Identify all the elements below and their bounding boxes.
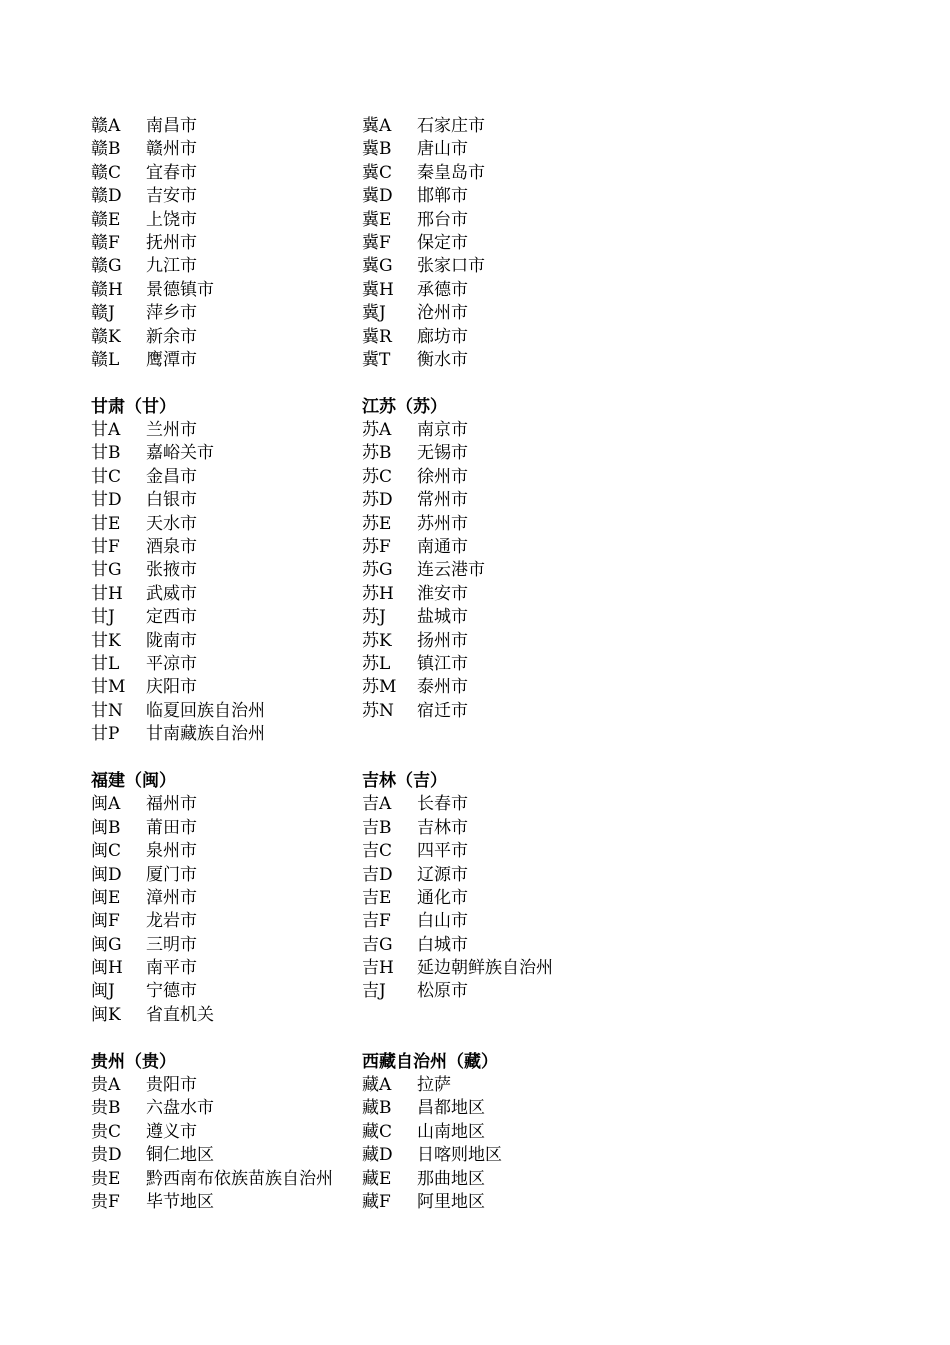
plate-code: 甘K bbox=[91, 630, 121, 651]
plate-code: 藏A bbox=[362, 1075, 392, 1096]
city-name: 南平市 bbox=[146, 958, 197, 979]
city-name: 辽源市 bbox=[417, 864, 468, 885]
plate-code: 吉J bbox=[362, 981, 386, 1002]
city-name: 庆阳市 bbox=[146, 677, 197, 698]
plate-row bbox=[362, 864, 632, 887]
plate-code: 甘L bbox=[91, 653, 120, 674]
plate-code: 苏F bbox=[362, 537, 391, 558]
plate-code: 赣J bbox=[91, 303, 115, 324]
city-name: 龙岩市 bbox=[146, 911, 197, 932]
plate-code: 甘A bbox=[91, 420, 121, 441]
plate-row bbox=[362, 115, 632, 138]
plate-code: 贵D bbox=[91, 1145, 122, 1166]
province-section bbox=[91, 770, 361, 1027]
plate-row bbox=[91, 606, 361, 629]
plate-row bbox=[91, 1168, 361, 1191]
city-name: 南京市 bbox=[417, 420, 468, 441]
province-section bbox=[91, 1051, 361, 1215]
city-name: 扬州市 bbox=[417, 630, 468, 651]
section-title: 贵州（贵） bbox=[91, 1051, 176, 1072]
plate-code: 吉D bbox=[362, 864, 393, 885]
city-name: 泉州市 bbox=[146, 841, 197, 862]
plate-code bbox=[362, 723, 417, 746]
plate-row bbox=[362, 1074, 632, 1097]
plate-code: 吉H bbox=[362, 958, 394, 979]
plate-row bbox=[362, 536, 632, 559]
plate-row bbox=[91, 1144, 361, 1167]
city-name bbox=[417, 1004, 632, 1027]
plate-row bbox=[362, 630, 632, 653]
city-name: 鹰潭市 bbox=[146, 349, 197, 370]
plate-row bbox=[362, 817, 632, 840]
plate-code: 闽C bbox=[91, 841, 122, 862]
plate-code: 闽K bbox=[91, 1004, 121, 1025]
city-name: 沧州市 bbox=[417, 303, 468, 324]
right-column bbox=[362, 115, 632, 1214]
plate-code: 甘C bbox=[91, 466, 122, 487]
city-name: 省直机关 bbox=[146, 1004, 214, 1025]
plate-row bbox=[362, 138, 632, 161]
plate-code: 甘B bbox=[91, 443, 121, 464]
plate-row bbox=[362, 793, 632, 816]
plate-code: 甘M bbox=[91, 677, 126, 698]
plate-row bbox=[91, 630, 361, 653]
plate-code: 苏K bbox=[362, 630, 392, 651]
city-name: 九江市 bbox=[146, 256, 197, 277]
plate-row bbox=[91, 910, 361, 933]
city-name: 四平市 bbox=[417, 841, 468, 862]
plate-row bbox=[91, 138, 361, 161]
left-column bbox=[91, 115, 361, 1214]
city-name: 黔西南布依族苗族自治州 bbox=[146, 1168, 333, 1189]
plate-code: 赣D bbox=[91, 186, 122, 207]
city-name: 延边朝鲜族自治州 bbox=[417, 958, 553, 979]
plate-code: 冀R bbox=[362, 326, 392, 347]
plate-code: 苏M bbox=[362, 677, 397, 698]
plate-code: 冀H bbox=[362, 279, 394, 300]
plate-row bbox=[91, 302, 361, 325]
plate-row bbox=[91, 723, 361, 746]
plate-code: 藏D bbox=[362, 1145, 393, 1166]
plate-row bbox=[91, 115, 361, 138]
city-name: 连云港市 bbox=[417, 560, 485, 581]
city-name: 新余市 bbox=[146, 326, 197, 347]
plate-code: 闽F bbox=[91, 911, 120, 932]
city-name bbox=[417, 723, 632, 746]
plate-row bbox=[91, 1191, 361, 1214]
plate-code: 冀T bbox=[362, 349, 391, 370]
plate-row bbox=[362, 840, 632, 863]
plate-row bbox=[91, 700, 361, 723]
plate-code: 赣H bbox=[91, 279, 123, 300]
city-name: 日喀则地区 bbox=[417, 1145, 502, 1166]
city-name: 武威市 bbox=[146, 583, 197, 604]
plate-code: 吉B bbox=[362, 817, 392, 838]
city-name: 宿迁市 bbox=[417, 700, 468, 721]
plate-row bbox=[91, 676, 361, 699]
city-name: 平凉市 bbox=[146, 653, 197, 674]
plate-code: 冀G bbox=[362, 256, 393, 277]
plate-code: 贵E bbox=[91, 1168, 121, 1189]
plate-code: 赣G bbox=[91, 256, 122, 277]
city-name: 吉安市 bbox=[146, 186, 197, 207]
plate-row bbox=[362, 934, 632, 957]
plate-code: 吉G bbox=[362, 934, 393, 955]
city-name: 衡水市 bbox=[417, 349, 468, 370]
plate-code: 赣B bbox=[91, 139, 121, 160]
plate-code: 闽A bbox=[91, 794, 121, 815]
city-name: 山南地区 bbox=[417, 1121, 485, 1142]
city-name: 厦门市 bbox=[146, 864, 197, 885]
plate-code: 吉E bbox=[362, 887, 392, 908]
plate-row bbox=[91, 840, 361, 863]
city-name: 拉萨 bbox=[417, 1075, 451, 1096]
plate-row bbox=[362, 606, 632, 629]
city-name: 天水市 bbox=[146, 513, 197, 534]
plate-row bbox=[362, 980, 632, 1003]
plate-row bbox=[362, 676, 632, 699]
city-name: 淮安市 bbox=[417, 583, 468, 604]
plate-row bbox=[362, 1191, 632, 1214]
plate-row bbox=[362, 1121, 632, 1144]
plate-row bbox=[362, 583, 632, 606]
plate-code: 赣K bbox=[91, 326, 121, 347]
plate-row bbox=[362, 1004, 632, 1027]
plate-code: 冀E bbox=[362, 209, 392, 230]
plate-code: 冀D bbox=[362, 186, 393, 207]
plate-code: 甘G bbox=[91, 560, 122, 581]
plate-row bbox=[91, 442, 361, 465]
city-name: 福州市 bbox=[146, 794, 197, 815]
plate-code: 赣L bbox=[91, 349, 120, 370]
section-title: 福建（闽） bbox=[91, 770, 176, 791]
plate-row bbox=[362, 559, 632, 582]
plate-code: 藏E bbox=[362, 1168, 392, 1189]
city-name: 唐山市 bbox=[417, 139, 468, 160]
city-name: 石家庄市 bbox=[417, 116, 485, 136]
plate-row bbox=[91, 536, 361, 559]
city-name: 白山市 bbox=[417, 911, 468, 932]
city-name: 遵义市 bbox=[146, 1121, 197, 1142]
city-name: 金昌市 bbox=[146, 466, 197, 487]
city-name: 定西市 bbox=[146, 607, 197, 628]
city-name: 邢台市 bbox=[417, 209, 468, 230]
plate-row bbox=[91, 326, 361, 349]
plate-row bbox=[362, 723, 632, 746]
plate-code: 贵C bbox=[91, 1121, 122, 1142]
city-name: 张掖市 bbox=[146, 560, 197, 581]
plate-row bbox=[362, 489, 632, 512]
plate-row bbox=[91, 255, 361, 278]
plate-row bbox=[91, 1004, 361, 1027]
city-name: 赣州市 bbox=[146, 139, 197, 160]
plate-row bbox=[362, 419, 632, 442]
city-name: 泰州市 bbox=[417, 677, 468, 698]
city-name: 景德镇市 bbox=[146, 279, 214, 300]
city-name: 秦皇岛市 bbox=[417, 162, 485, 183]
city-name: 保定市 bbox=[417, 232, 468, 253]
plate-code: 藏F bbox=[362, 1191, 391, 1212]
plate-code: 苏J bbox=[362, 607, 386, 628]
plate-row bbox=[91, 279, 361, 302]
plate-code: 甘D bbox=[91, 490, 122, 511]
city-name: 苏州市 bbox=[417, 513, 468, 534]
plate-row bbox=[91, 583, 361, 606]
plate-code: 苏B bbox=[362, 443, 392, 464]
plate-code: 闽B bbox=[91, 817, 121, 838]
plate-row bbox=[362, 887, 632, 910]
city-name: 贵阳市 bbox=[146, 1075, 197, 1096]
city-name: 长春市 bbox=[417, 794, 468, 815]
city-name: 酒泉市 bbox=[146, 537, 197, 558]
city-name: 莆田市 bbox=[146, 817, 197, 838]
city-name: 宁德市 bbox=[146, 981, 197, 1002]
city-name: 张家口市 bbox=[417, 256, 485, 277]
province-section bbox=[362, 396, 632, 747]
plate-row bbox=[91, 466, 361, 489]
city-name: 南通市 bbox=[417, 537, 468, 558]
section-title: 甘肃（甘） bbox=[91, 396, 176, 417]
plate-code: 苏E bbox=[362, 513, 392, 534]
plate-row bbox=[362, 185, 632, 208]
plate-code: 贵B bbox=[91, 1098, 121, 1119]
plate-row bbox=[362, 162, 632, 185]
plate-code: 苏G bbox=[362, 560, 393, 581]
province-section bbox=[91, 396, 361, 747]
plate-row bbox=[91, 817, 361, 840]
city-name: 抚州市 bbox=[146, 232, 197, 253]
province-section bbox=[362, 115, 632, 372]
plate-row bbox=[91, 559, 361, 582]
city-name: 吉林市 bbox=[417, 817, 468, 838]
city-name: 廊坊市 bbox=[417, 326, 468, 347]
plate-row bbox=[91, 1097, 361, 1120]
plate-code: 甘H bbox=[91, 583, 123, 604]
plate-row bbox=[91, 349, 361, 372]
plate-row bbox=[91, 887, 361, 910]
section-title: 西藏自治州（藏） bbox=[362, 1051, 498, 1072]
city-name: 甘南藏族自治州 bbox=[146, 724, 265, 745]
plate-row bbox=[362, 255, 632, 278]
plate-code: 藏B bbox=[362, 1098, 392, 1119]
plate-code: 苏C bbox=[362, 466, 393, 487]
plate-code: 藏C bbox=[362, 1121, 393, 1142]
plate-row bbox=[362, 513, 632, 536]
plate-row bbox=[91, 489, 361, 512]
plate-row bbox=[91, 1074, 361, 1097]
city-name: 昌都地区 bbox=[417, 1098, 485, 1119]
city-name: 毕节地区 bbox=[146, 1191, 214, 1212]
plate-row bbox=[91, 957, 361, 980]
plate-code: 冀C bbox=[362, 162, 393, 183]
city-name: 三明市 bbox=[146, 934, 197, 955]
plate-code: 苏N bbox=[362, 700, 394, 721]
plate-row bbox=[362, 232, 632, 255]
plate-code: 赣E bbox=[91, 209, 121, 230]
plate-code: 甘N bbox=[91, 700, 123, 721]
plate-row bbox=[362, 466, 632, 489]
plate-code: 吉A bbox=[362, 794, 392, 815]
province-section bbox=[362, 770, 632, 1027]
city-name: 漳州市 bbox=[146, 887, 197, 908]
city-name: 六盘水市 bbox=[146, 1098, 214, 1119]
plate-code bbox=[362, 1004, 417, 1027]
city-name: 通化市 bbox=[417, 887, 468, 908]
plate-row bbox=[362, 653, 632, 676]
plate-code: 甘E bbox=[91, 513, 121, 534]
plate-code: 苏D bbox=[362, 490, 393, 511]
plate-row bbox=[362, 442, 632, 465]
plate-row bbox=[362, 957, 632, 980]
plate-code: 赣C bbox=[91, 162, 122, 183]
city-name: 那曲地区 bbox=[417, 1168, 485, 1189]
plate-row bbox=[91, 980, 361, 1003]
plate-row bbox=[362, 1097, 632, 1120]
plate-row bbox=[362, 349, 632, 372]
plate-code: 闽E bbox=[91, 887, 121, 908]
plate-code: 甘P bbox=[91, 724, 120, 745]
plate-code: 苏H bbox=[362, 583, 394, 604]
plate-row bbox=[91, 209, 361, 232]
plate-row bbox=[362, 700, 632, 723]
plate-row bbox=[362, 209, 632, 232]
city-name: 邯郸市 bbox=[417, 186, 468, 207]
plate-row bbox=[91, 162, 361, 185]
section-title: 江苏（苏） bbox=[362, 396, 447, 417]
section-title: 吉林（吉） bbox=[362, 770, 447, 791]
plate-code: 苏A bbox=[362, 420, 392, 441]
city-name: 阿里地区 bbox=[417, 1191, 485, 1212]
plate-code: 冀A bbox=[362, 116, 392, 136]
plate-code: 苏L bbox=[362, 653, 391, 674]
city-name: 白银市 bbox=[146, 490, 197, 511]
city-name: 镇江市 bbox=[417, 653, 468, 674]
city-name: 松原市 bbox=[417, 981, 468, 1002]
city-name: 宜春市 bbox=[146, 162, 197, 183]
city-name: 兰州市 bbox=[146, 420, 197, 441]
plate-row bbox=[362, 279, 632, 302]
province-section bbox=[91, 115, 361, 372]
plate-code: 甘F bbox=[91, 537, 120, 558]
city-name: 承德市 bbox=[417, 279, 468, 300]
plate-row bbox=[362, 1168, 632, 1191]
plate-code: 贵F bbox=[91, 1191, 120, 1212]
plate-code: 吉C bbox=[362, 841, 393, 862]
plate-code: 闽D bbox=[91, 864, 122, 885]
city-name: 陇南市 bbox=[146, 630, 197, 651]
plate-row bbox=[91, 793, 361, 816]
city-name: 南昌市 bbox=[146, 116, 197, 136]
city-name: 嘉峪关市 bbox=[146, 443, 214, 464]
province-section bbox=[362, 1051, 632, 1215]
plate-code: 吉F bbox=[362, 911, 391, 932]
plate-code: 赣F bbox=[91, 232, 120, 253]
city-name: 临夏回族自治州 bbox=[146, 700, 265, 721]
plate-code: 赣A bbox=[91, 116, 121, 136]
plate-row bbox=[362, 326, 632, 349]
plate-row bbox=[91, 419, 361, 442]
plate-row bbox=[91, 185, 361, 208]
plate-code: 冀B bbox=[362, 139, 392, 160]
plate-row bbox=[91, 513, 361, 536]
plate-code: 冀F bbox=[362, 232, 391, 253]
plate-code: 甘J bbox=[91, 607, 115, 628]
plate-code: 闽G bbox=[91, 934, 122, 955]
plate-row bbox=[91, 653, 361, 676]
plate-code: 冀J bbox=[362, 303, 386, 324]
city-name: 上饶市 bbox=[146, 209, 197, 230]
city-name: 铜仁地区 bbox=[146, 1145, 214, 1166]
plate-row bbox=[91, 934, 361, 957]
city-name: 萍乡市 bbox=[146, 303, 197, 324]
city-name: 徐州市 bbox=[417, 466, 468, 487]
plate-row bbox=[362, 1144, 632, 1167]
city-name: 盐城市 bbox=[417, 607, 468, 628]
plate-row bbox=[362, 910, 632, 933]
plate-code: 闽J bbox=[91, 981, 115, 1002]
plate-row bbox=[91, 1121, 361, 1144]
plate-row bbox=[362, 302, 632, 325]
plate-row bbox=[91, 864, 361, 887]
plate-code: 贵A bbox=[91, 1075, 121, 1096]
city-name: 白城市 bbox=[417, 934, 468, 955]
city-name: 无锡市 bbox=[417, 443, 468, 464]
plate-code: 闽H bbox=[91, 958, 123, 979]
plate-row bbox=[91, 232, 361, 255]
city-name: 常州市 bbox=[417, 490, 468, 511]
